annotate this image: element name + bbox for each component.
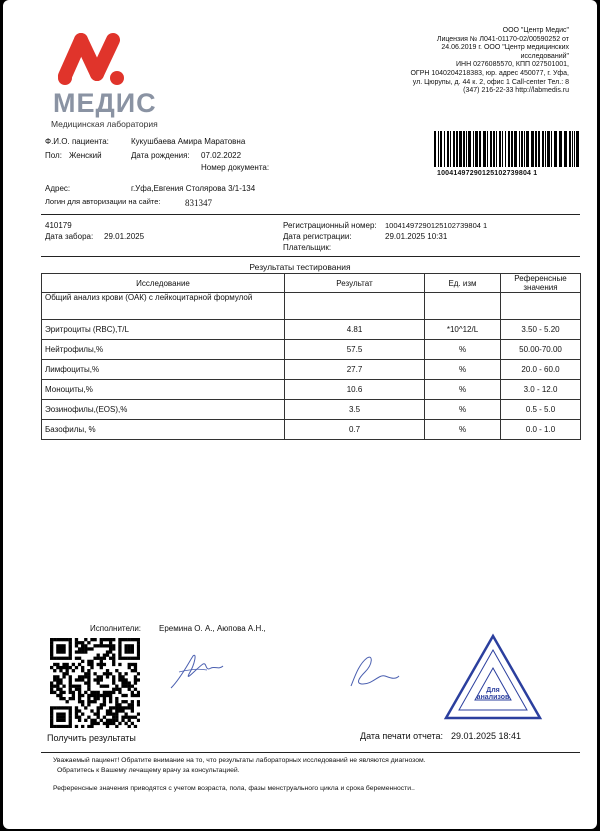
- column-header: Исследование: [42, 274, 285, 293]
- table-cell: [285, 293, 425, 320]
- divider: [41, 752, 580, 753]
- results-title: Результаты тестирования: [249, 262, 351, 272]
- company-line: Лицензия № Л041-01170-02/00590252 от: [436, 35, 569, 43]
- address-label: Адрес:: [45, 184, 71, 193]
- document-number-label: Номер документа:: [201, 163, 270, 172]
- table-row: [42, 320, 581, 340]
- test-unit: %: [425, 360, 501, 380]
- collection-date: 29.01.2025: [104, 232, 145, 241]
- qr-code-icon[interactable]: [50, 638, 140, 728]
- qr-caption: Получить результаты: [47, 733, 136, 743]
- test-value: 4.81: [285, 320, 425, 340]
- signature-icon: [345, 650, 403, 694]
- test-name: Моноциты,%: [42, 380, 285, 400]
- company-info: [339, 27, 569, 96]
- company-line: (347) 216-22-33 http://labmedis.ru: [463, 87, 569, 95]
- test-reference: 3.50 - 5.20: [501, 320, 581, 340]
- test-group-name: Общий анализ крови (ОАК) с лейкоцитарной формулой: [42, 293, 285, 320]
- collection-date-label: Дата забора:: [45, 232, 94, 241]
- test-reference: 50.00-70.00: [501, 340, 581, 360]
- test-reference: 3.0 - 12.0: [501, 380, 581, 400]
- test-unit: *10^12/L: [425, 320, 501, 340]
- medis-logo-icon: [51, 28, 129, 88]
- test-name: Нейтрофилы,%: [42, 340, 285, 360]
- test-reference: 0.0 - 1.0: [501, 420, 581, 440]
- patient-name: Кукушбаева Амира Маратовна: [131, 137, 246, 146]
- login-label: Логин для авторизации на сайте:: [45, 197, 161, 206]
- footer-note: Референсные значения приводятся с учетом возраста, пола, фазы менструального цикла и срока беременности..: [53, 785, 415, 792]
- company-line: ОГРН 1040204218383, юр. адрес 450077, г. Уфа,: [410, 69, 569, 77]
- column-header: Ед. изм: [425, 274, 501, 293]
- reg-number: 10041497290125102739804 1: [385, 221, 488, 230]
- table-row: [42, 400, 581, 420]
- brand-name: МЕДИС: [53, 88, 157, 118]
- test-name: Эритроциты (RBC),T/L: [42, 320, 285, 340]
- reg-date-label: Дата регистрации:: [283, 232, 352, 241]
- reg-number-label: Регистрационный номер:: [283, 221, 377, 230]
- barcode-icon: [434, 131, 581, 167]
- test-name: Лимфоциты,%: [42, 360, 285, 380]
- test-unit: %: [425, 380, 501, 400]
- sex-label: Пол:: [45, 151, 62, 160]
- print-date: 29.01.2025 18:41: [451, 731, 522, 741]
- print-date-label: Дата печати отчета:: [360, 731, 444, 741]
- company-line: ул. Цюрупы, д. 44 к. 2, офис 1 Call-center Тел.: 8: [412, 78, 569, 86]
- column-header: Результат: [285, 274, 425, 293]
- test-reference: 0.5 - 5.0: [501, 400, 581, 420]
- dob-value: 07.02.2022: [201, 151, 242, 160]
- table-cell: [501, 293, 581, 320]
- test-name: Эозинофилы,(EOS),%: [42, 400, 285, 420]
- patient-name-label: Ф.И.О. пациента:: [45, 137, 109, 146]
- order-id: 410179: [45, 221, 72, 230]
- test-unit: %: [425, 400, 501, 420]
- test-unit: %: [425, 340, 501, 360]
- dob-label: Дата рождения:: [131, 151, 190, 160]
- stamp-text: Для: [486, 687, 500, 694]
- address-value: г.Уфа,Евгения Столярова 3/1-134: [131, 184, 256, 193]
- reg-date: 29.01.2025 10:31: [385, 232, 448, 241]
- test-unit: %: [425, 420, 501, 440]
- stamp-text: анализов: [476, 694, 510, 701]
- table-row: [42, 420, 581, 440]
- test-value: 0.7: [285, 420, 425, 440]
- column-header: Референсные значения: [501, 274, 581, 293]
- login-value: 831347: [185, 198, 212, 208]
- payer-label: Плательщик:: [283, 243, 332, 252]
- table-row: [42, 340, 581, 360]
- test-name: Базофилы, %: [42, 420, 285, 440]
- company-line: исследований": [520, 52, 569, 60]
- performers-label: Исполнители:: [90, 624, 142, 633]
- company-line: ИНН 0276085570, КПП 027501001,: [456, 61, 569, 69]
- table-row: [42, 360, 581, 380]
- barcode-number: 10041497290125102739804 1: [437, 170, 538, 177]
- table-row: [42, 380, 581, 400]
- company-line: ООО "Центр Медис": [502, 27, 569, 34]
- test-value: 10.6: [285, 380, 425, 400]
- footer-note: Обратитесь к Вашему лечащему врачу за консультацией.: [57, 767, 240, 774]
- divider: [41, 214, 580, 215]
- divider: [41, 256, 580, 257]
- brand-subtitle: Медицинская лаборатория: [51, 119, 158, 129]
- table-cell: [425, 293, 501, 320]
- report-page: [3, 0, 597, 829]
- test-value: 3.5: [285, 400, 425, 420]
- test-value: 57.5: [285, 340, 425, 360]
- company-line: 24.06.2019 г. ООО "Центр медицинских: [441, 44, 569, 52]
- results-table: [41, 273, 581, 440]
- test-value: 27.7: [285, 360, 425, 380]
- lab-stamp-icon: [443, 632, 543, 722]
- footer-note: Уважаемый пациент! Обратите внимание на то, что результаты лабораторных исследований не являются диагнозом.: [53, 757, 426, 764]
- sex-value: Женский: [69, 151, 102, 160]
- performers-names: Еремина О. А., Аюпова А.Н.,: [159, 624, 266, 633]
- test-reference: 20.0 - 60.0: [501, 360, 581, 380]
- signature-icon: [167, 650, 227, 694]
